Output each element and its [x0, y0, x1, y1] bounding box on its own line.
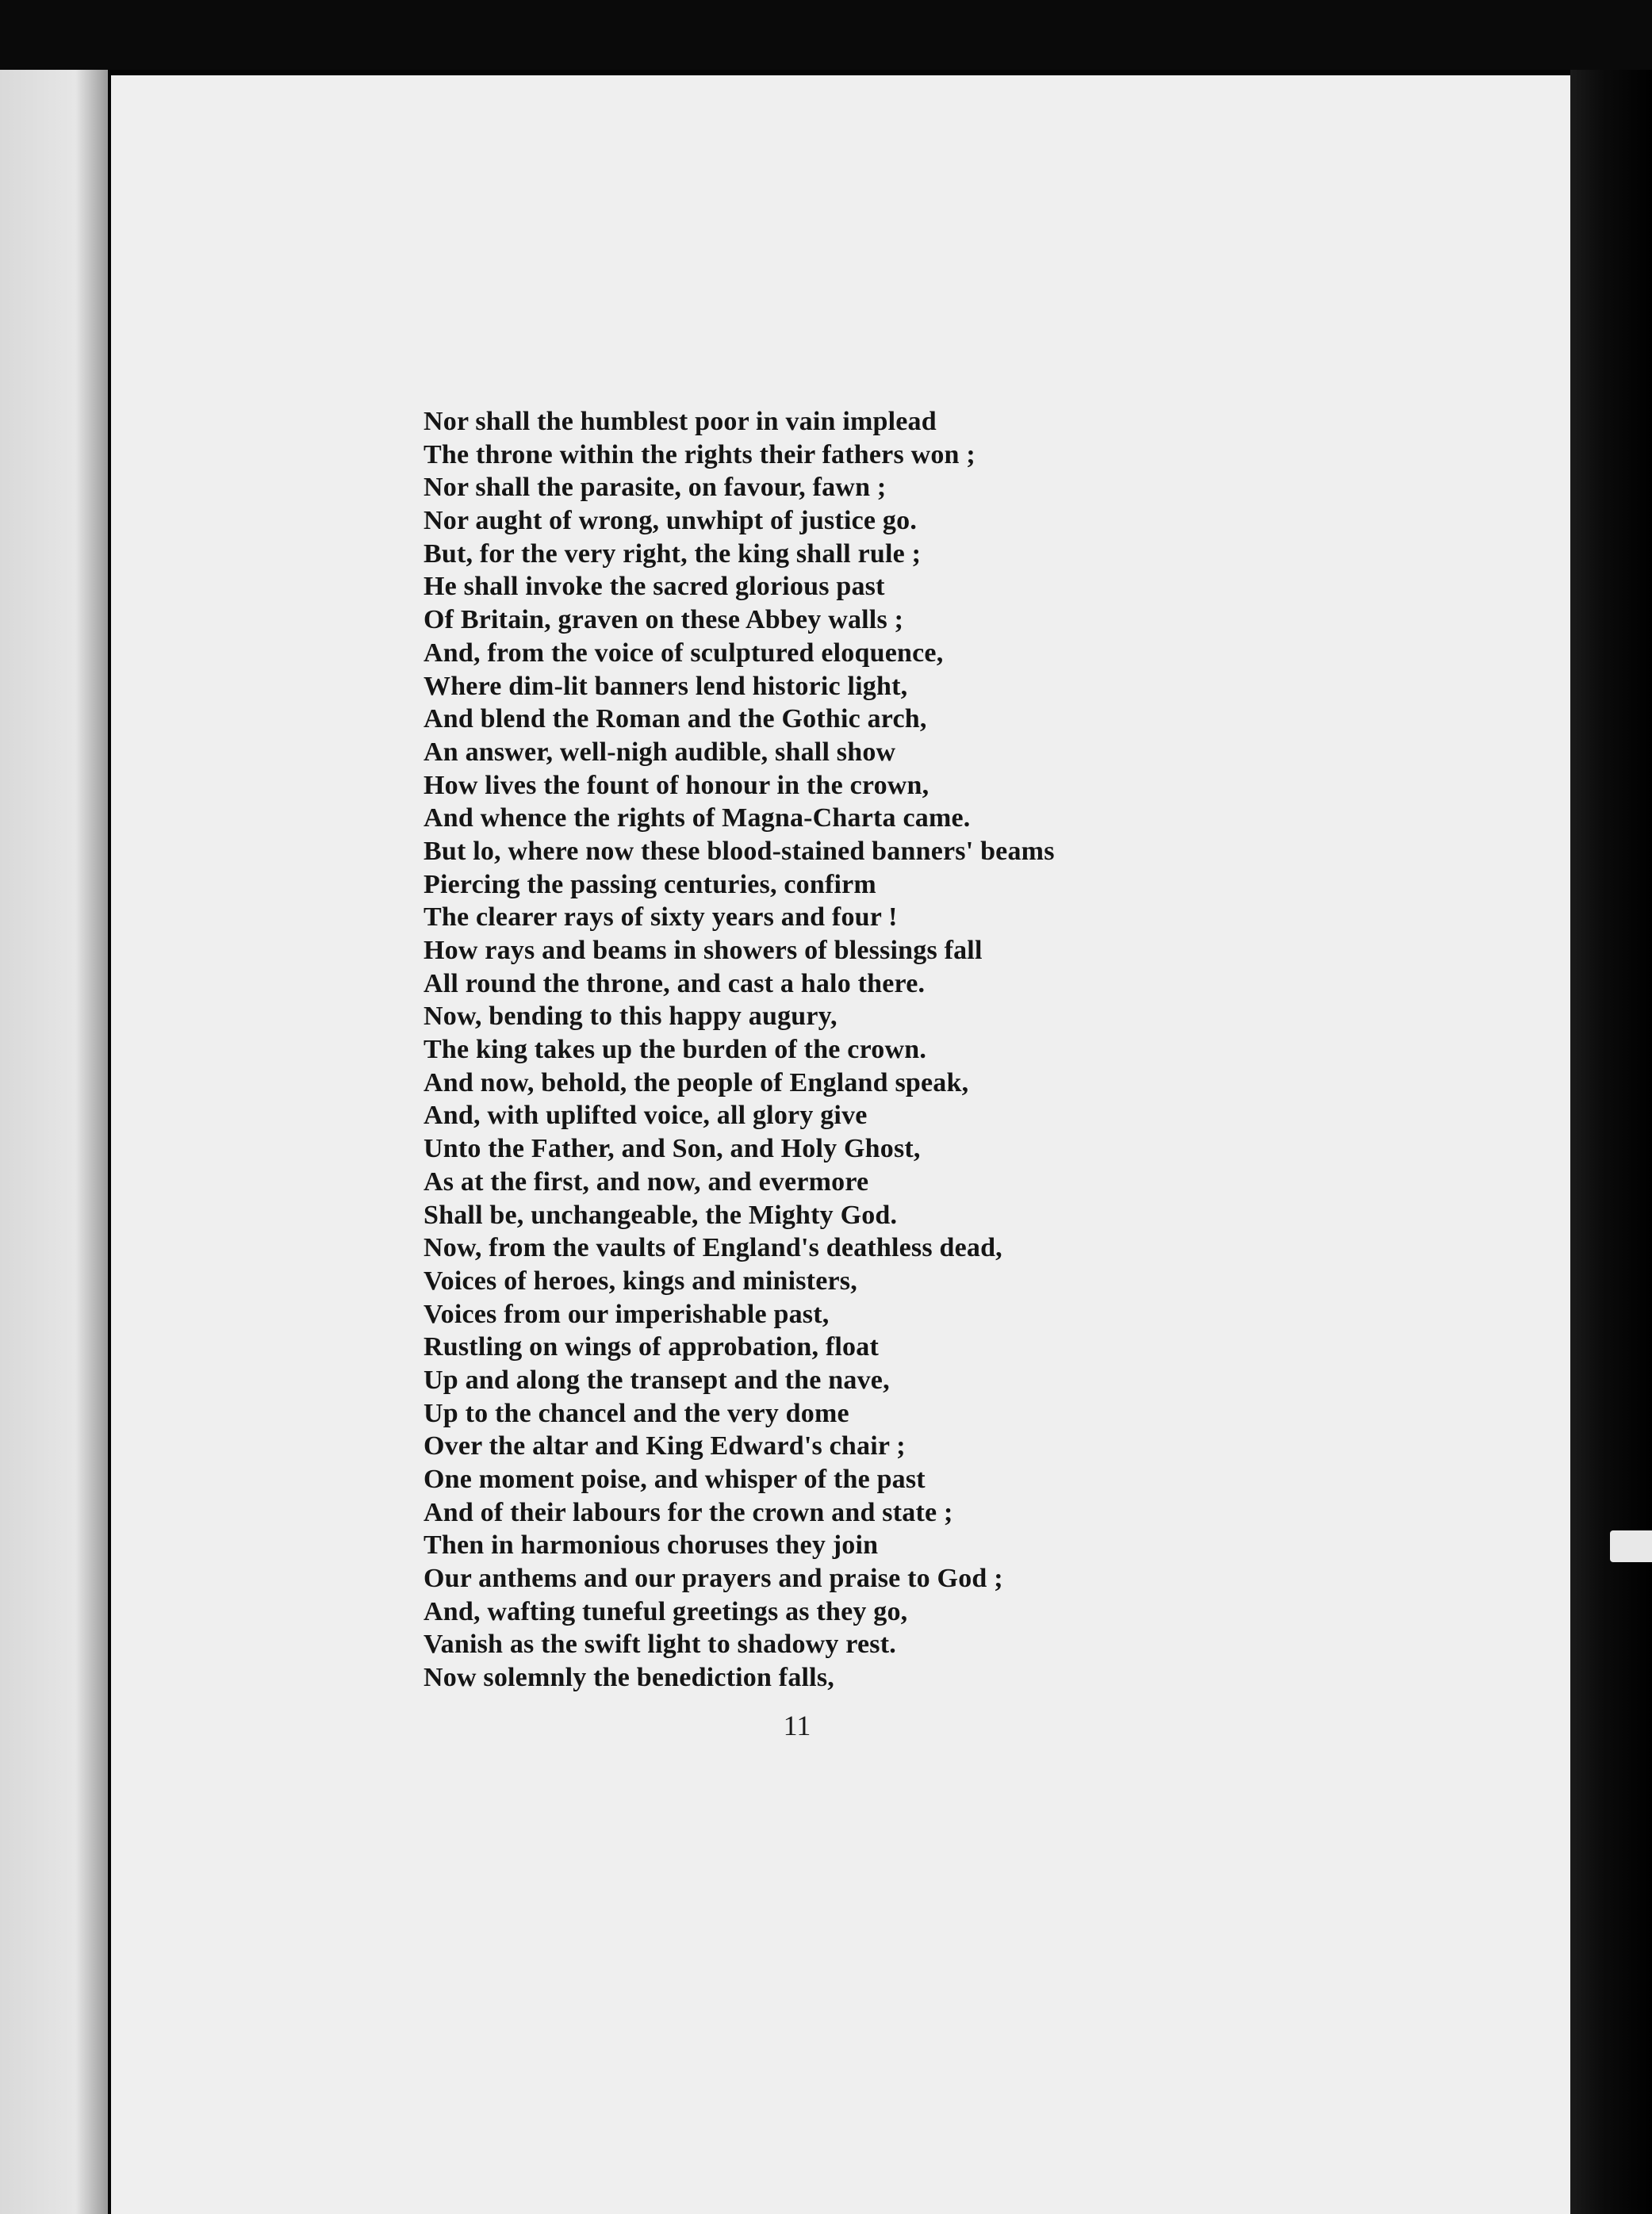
poem-line: Of Britain, graven on these Abbey walls ;: [424, 605, 904, 635]
poem-line: An answer, well-nigh audible, shall show: [424, 737, 896, 767]
poem-line: The clearer rays of sixty years and four !: [424, 902, 898, 933]
poem-line: Our anthems and our prayers and praise to God ;: [424, 1564, 1003, 1594]
poem-line: But lo, where now these blood-stained banners' beams: [424, 836, 1055, 866]
poem-line: Shall be, unchangeable, the Mighty God.: [424, 1200, 898, 1230]
poem-line: And of their labours for the crown and state ;: [424, 1497, 953, 1527]
poem-line: How lives the fount of honour in the crown,: [424, 770, 929, 800]
poem-line: Nor shall the humblest poor in vain implead: [424, 407, 937, 436]
poem-line: Where dim-lit banners lend historic light,: [424, 671, 908, 701]
poem-line: Now, bending to this happy augury,: [424, 1002, 837, 1032]
page-tab-mark: [1610, 1530, 1652, 1562]
poem-line: All round the throne, and cast a halo there.: [424, 968, 926, 998]
poem-line: The throne within the rights their fathers won ;: [424, 439, 975, 469]
poem-line: And whence the rights of Magna-Charta came.: [424, 803, 971, 833]
poem-line: How rays and beams in showers of blessings fall: [424, 936, 983, 965]
poem-line: And blend the Roman and the Gothic arch,: [424, 704, 927, 734]
poem-line: Voices of heroes, kings and ministers,: [424, 1266, 857, 1296]
poem-line: Up to the chancel and the very dome: [424, 1398, 849, 1428]
poem-line: Piercing the passing centuries, confirm: [424, 869, 876, 899]
poem-line: He shall invoke the sacred glorious past: [424, 572, 885, 602]
poem-line: Vanish as the swift light to shadowy rest.: [424, 1630, 896, 1660]
facing-page-edge: [0, 70, 108, 2214]
poem-line: Nor aught of wrong, unwhipt of justice go.: [424, 506, 918, 536]
poem-line: Unto the Father, and Son, and Holy Ghost,: [424, 1134, 921, 1164]
page-number: 11: [783, 1710, 811, 1741]
poem-line: As at the first, and now, and evermore: [424, 1166, 869, 1197]
poem-line: Then in harmonious choruses they join: [424, 1530, 879, 1561]
poem-line: Now solemnly the benediction falls,: [424, 1663, 834, 1693]
poem-line: And now, behold, the people of England speak,: [424, 1067, 969, 1097]
poem-line: And, wafting tuneful greetings as they go,: [424, 1596, 908, 1626]
poem-line: Over the altar and King Edward's chair ;: [424, 1431, 906, 1461]
poem-line: Rustling on wings of approbation, float: [424, 1332, 879, 1362]
poem-line: Now, from the vaults of England's deathless dead,: [424, 1233, 1002, 1263]
poem-line: Voices from our imperishable past,: [424, 1299, 830, 1329]
poem-line: And, from the voice of sculptured eloquence,: [424, 638, 944, 668]
poem-line: Nor shall the parasite, on favour, fawn ;: [424, 473, 887, 503]
poem-line: But, for the very right, the king shall rule ;: [424, 538, 922, 569]
poem-line: Up and along the transept and the nave,: [424, 1365, 890, 1395]
poem-line: One moment poise, and whisper of the past: [424, 1465, 926, 1494]
scan-top-edge: [0, 0, 1652, 70]
poem-lines: [424, 405, 1217, 1695]
poem-line: The king takes up the burden of the crown.: [424, 1035, 927, 1065]
scan-right-edge: [1570, 70, 1652, 2214]
poem-line: And, with uplifted voice, all glory give: [424, 1101, 868, 1131]
